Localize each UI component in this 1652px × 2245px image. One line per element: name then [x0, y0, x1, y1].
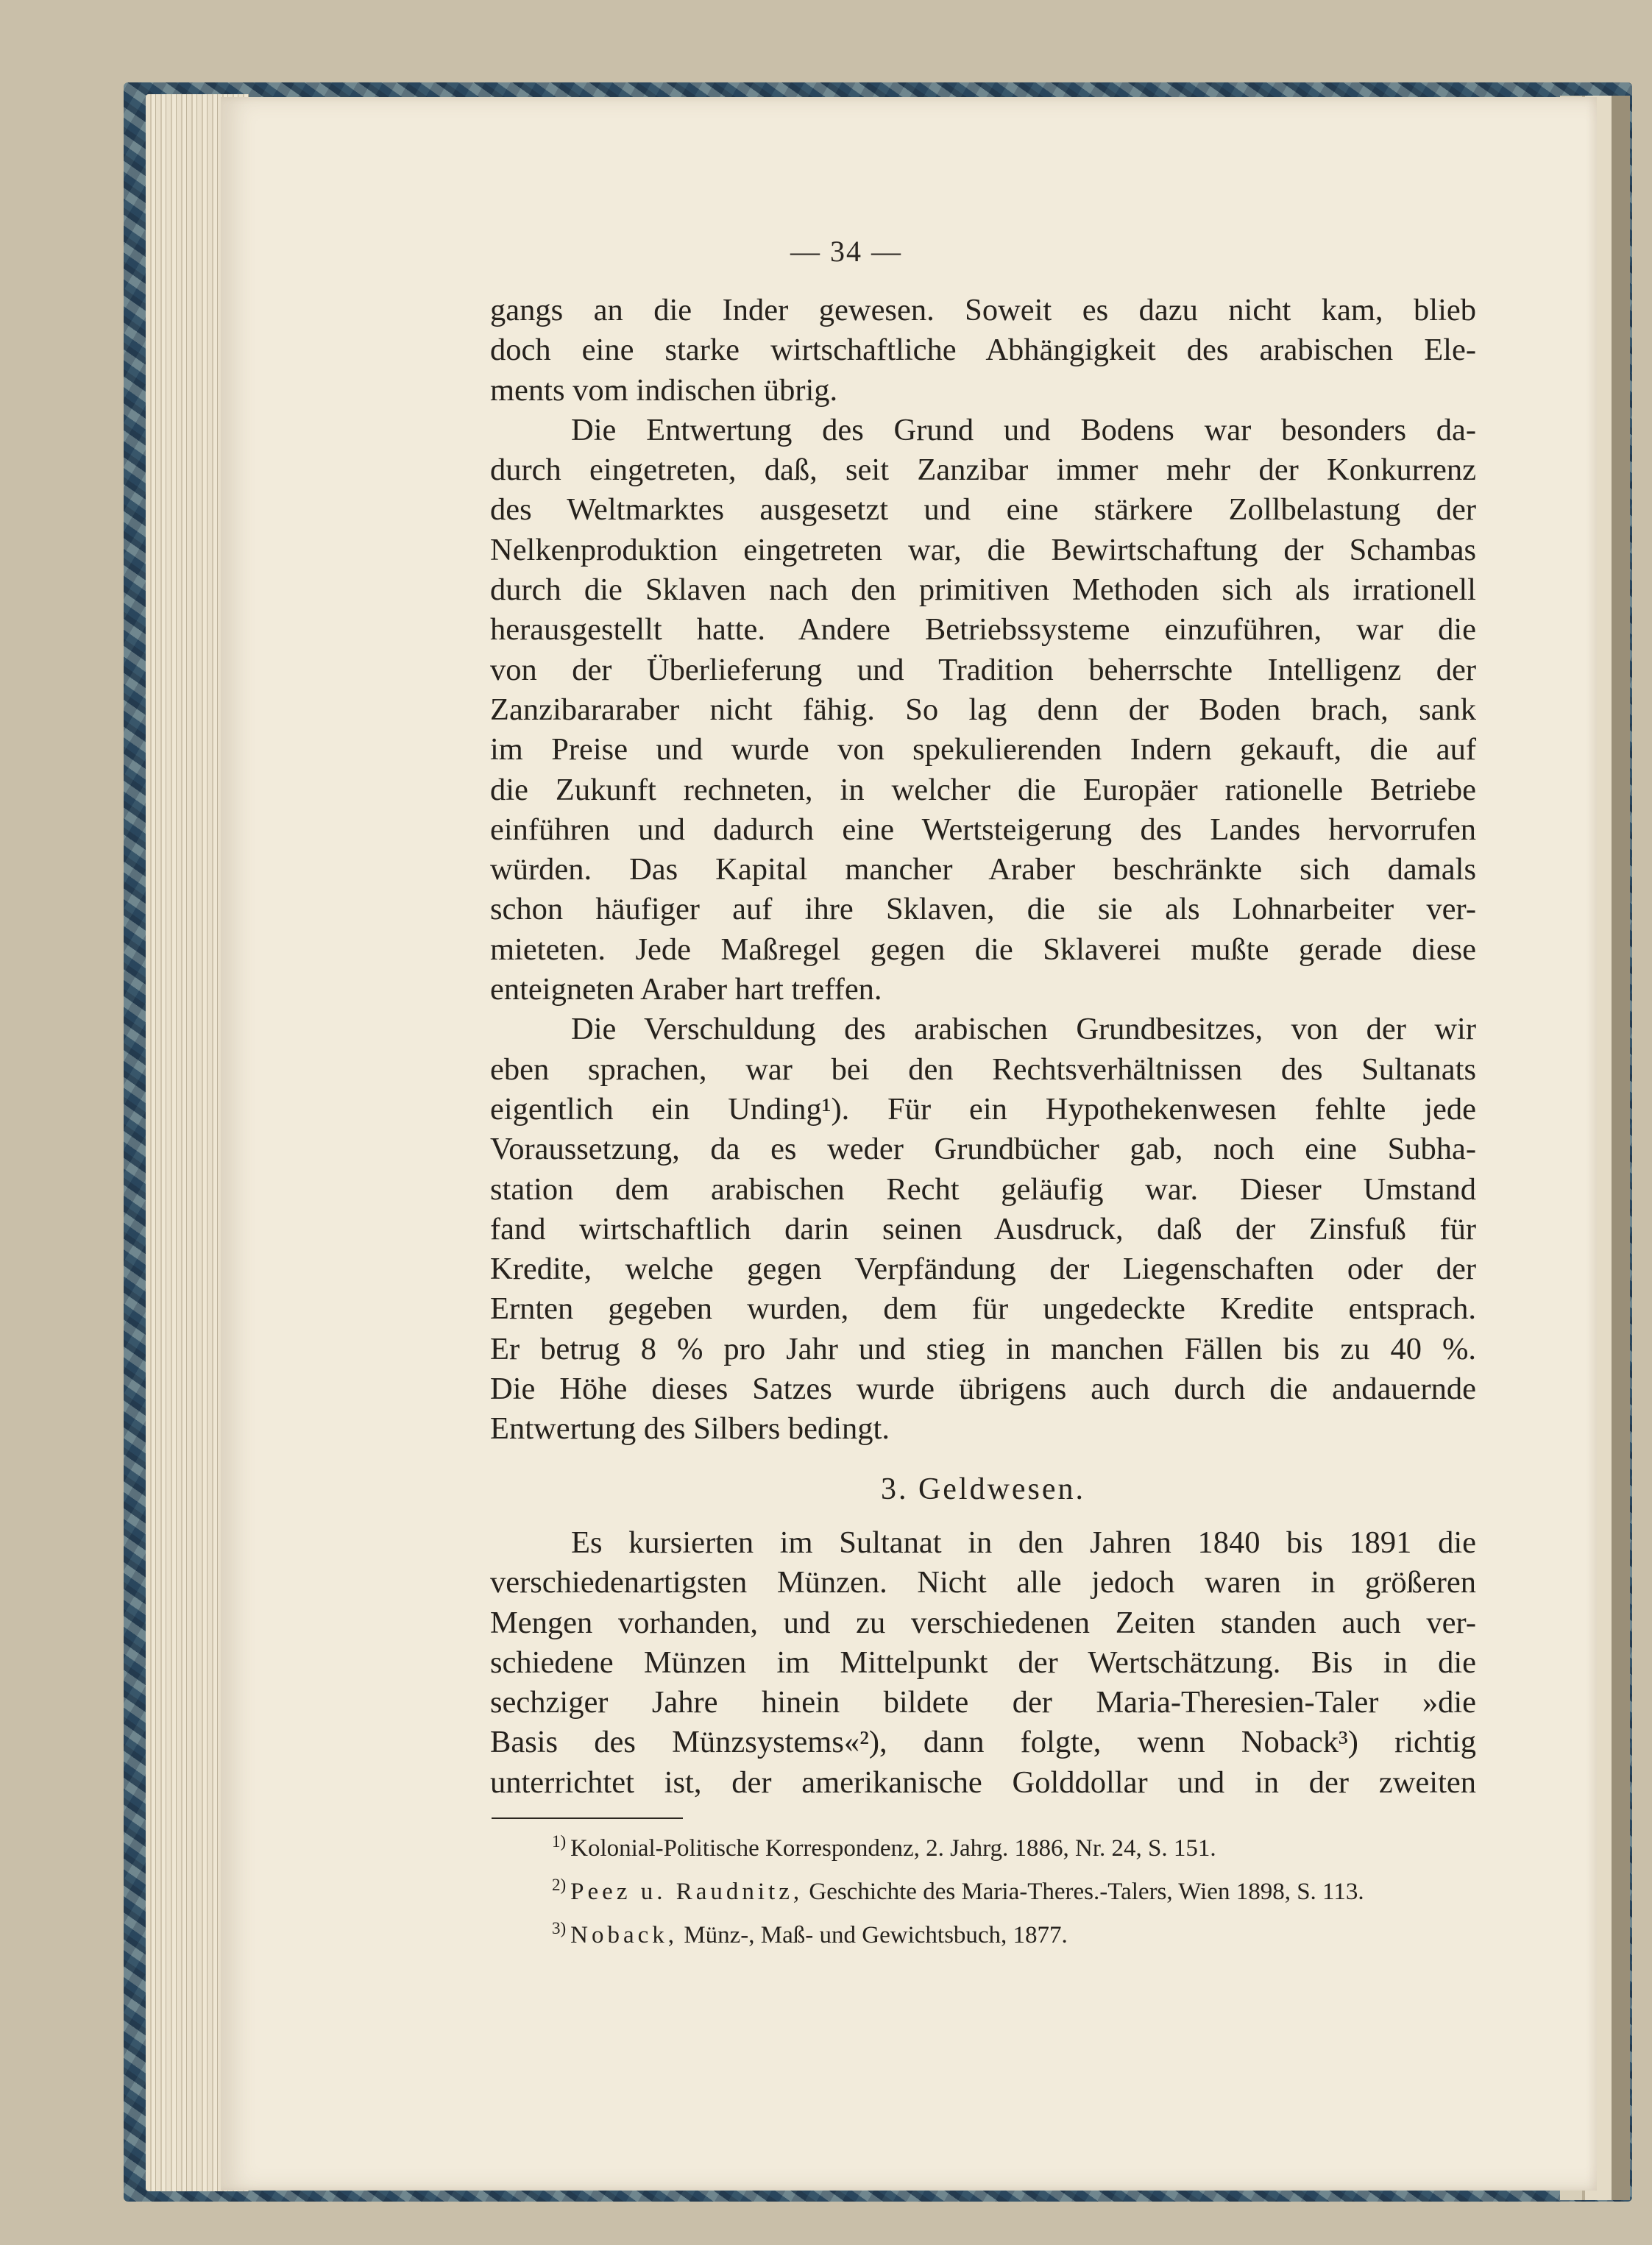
text-line: eben sprachen, war bei den Rechtsverhältnissen des Sultanats [490, 1051, 1476, 1087]
text-line: durch die Sklaven nach den primitiven Methoden sich als irrationell [490, 572, 1476, 608]
paragraph-1 [490, 291, 1476, 371]
footnotes [552, 1823, 1479, 1954]
section-text [490, 1523, 1476, 1803]
footnote-author: Peez u. Raudnitz, [570, 1879, 804, 1905]
text-line: würden. Das Kapital mancher Araber beschränkte sich damals [490, 852, 1476, 887]
text-line: station dem arabischen Recht geläufig war. Dieser Umstand [490, 1171, 1476, 1207]
paragraph-2-cont [490, 450, 1476, 490]
footnote-3 [552, 1910, 1479, 1954]
page-number: — 34 — [790, 235, 902, 268]
paragraph-1-end [490, 371, 1476, 411]
text-line: ments vom indischen übrig. [490, 372, 838, 408]
paragraph-2 [490, 411, 1476, 450]
footnote-text: Geschichte des Maria-Theres.-Talers, Wien 1898, S. 113. [803, 1879, 1364, 1905]
paragraph-3 [490, 1010, 1476, 1049]
text-line: Die Entwertung des Grund und Bodens war besonders da- [571, 412, 1476, 447]
text-line: unterrichtet ist, der amerikanische Golddollar und in der zweiten [490, 1765, 1476, 1800]
text-line: schiedene Münzen im Mittelpunkt der Wertschätzung. Bis in die [490, 1645, 1476, 1680]
text-line: einführen und dadurch eine Wertsteigerung des Landes hervorrufen [490, 812, 1476, 847]
text-line: Voraussetzung, da es weder Grundbücher gab, noch eine Subha- [490, 1132, 1476, 1167]
footnote-2 [552, 1867, 1479, 1910]
text-line: enteigneten Araber hart treffen. [490, 972, 882, 1007]
text-line: doch eine starke wirtschaftliche Abhängigkeit des arabischen Ele- [490, 333, 1476, 368]
text-line: mieteten. Jede Maßregel gegen die Sklaverei mußte gerade diese [490, 932, 1476, 967]
footnote-text: Münz-, Maß- und Gewichtsbuch, 1877. [678, 1922, 1068, 1948]
text-line: Er betrug 8 % pro Jahr und stieg in manchen Fällen bis zu 40 %. [490, 1331, 1476, 1366]
text-line: herausgestellt hatte. Andere Betriebssysteme einzuführen, war die [490, 612, 1476, 648]
main-text [490, 291, 1476, 1450]
text-line: schon häufiger auf ihre Sklaven, die sie als Lohnarbeiter ver- [490, 892, 1476, 927]
footnote-mark: 1) [552, 1832, 567, 1851]
text-line: gangs an die Inder gewesen. Soweit es dazu nicht kam, blieb [490, 293, 1476, 327]
text-line: Basis des Münzsystems«²), dann folgte, wenn Noback³) richtig [490, 1725, 1476, 1760]
footnote-divider [492, 1817, 683, 1819]
text-line: Die Verschuldung des arabischen Grundbesitzes, von der wir [571, 1012, 1476, 1047]
footnote-author: Noback, [570, 1922, 678, 1948]
text-line: Mengen vorhanden, und zu verschiedenen Zeiten standen auch ver- [490, 1605, 1476, 1640]
footnote-mark: 2) [552, 1876, 567, 1894]
text-line: Zanzibararaber nicht fähig. So lag denn der Boden brach, sank [490, 692, 1476, 727]
text-line: Kredite, welche gegen Verpfändung der Liegenschaften oder der [490, 1252, 1476, 1287]
text-line: Nelkenproduktion eingetreten war, die Bewirtschaftung der Schambas [490, 532, 1476, 567]
text-line: eigentlich ein Unding¹). Für ein Hypothekenwesen fehlte jede [490, 1091, 1476, 1127]
section-heading: 3. Geldwesen. [880, 1472, 1086, 1506]
text-line: des Weltmarktes ausgesetzt und eine stärkere Zollbelastung der [490, 492, 1476, 528]
text-line: im Preise und wurde von spekulierenden Indern gekauft, die auf [490, 732, 1476, 767]
text-line: Entwertung des Silbers bedingt. [490, 1411, 890, 1447]
footnote-1 [552, 1823, 1479, 1867]
text-line: verschiedenartigsten Münzen. Nicht alle jedoch waren in größeren [490, 1565, 1476, 1600]
text-line: die Zukunft rechneten, in welcher die Europäer rationelle Betriebe [490, 772, 1476, 807]
text-line: Die Höhe dieses Satzes wurde übrigens auch durch die andauernde [490, 1372, 1476, 1407]
text-line: Ernten gegeben wurden, dem für ungedeckte Kredite entsprach. [490, 1291, 1476, 1327]
footnote-mark: 3) [552, 1919, 567, 1937]
footnote-text: Kolonial-Politische Korrespondenz, 2. Jahrg. 1886, Nr. 24, S. 151. [570, 1835, 1216, 1862]
text-line: von der Überlieferung und Tradition beherrschte Intelligenz der [490, 652, 1476, 687]
text-line: fand wirtschaftlich darin seinen Ausdruck, daß der Zinsfuß für [490, 1211, 1476, 1246]
text-line: sechziger Jahre hinein bildete der Maria-Theresien-Taler »die [490, 1685, 1476, 1720]
text-line: durch eingetreten, daß, seit Zanzibar immer mehr der Konkurrenz [490, 453, 1476, 488]
text-line: Es kursierten im Sultanat in den Jahren 1840 bis 1891 die [571, 1525, 1476, 1560]
